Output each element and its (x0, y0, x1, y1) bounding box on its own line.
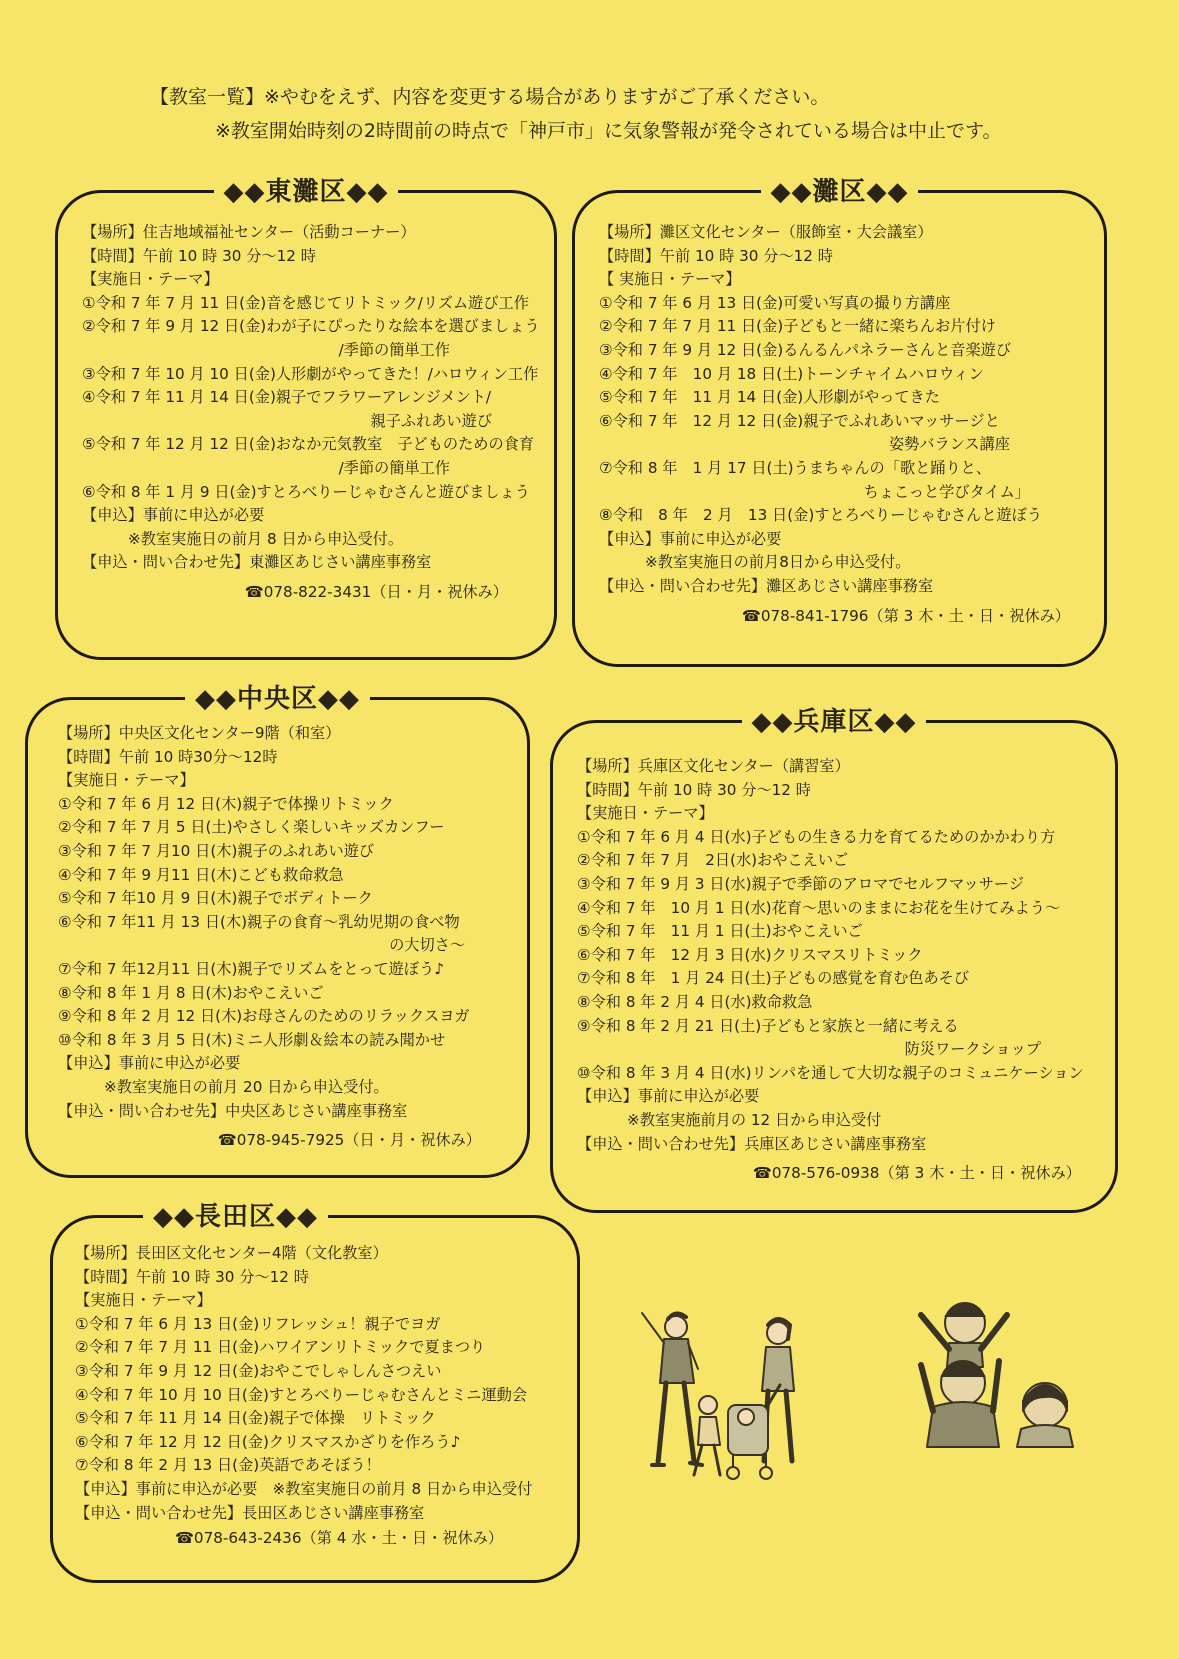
ward-theme-label: 【実施日・テーマ】 (75, 1291, 212, 1310)
session-item: ②令和 7 年 7 月 11 日(金)子どもと一緒に楽ちんお片付け (599, 317, 996, 336)
ward-theme-label: 【実施日・テーマ】 (58, 771, 195, 790)
session-item: ①令和 7 年 6 月 13 日(金)リフレッシュ！親子でヨガ (75, 1314, 441, 1333)
ward-title: ◆◆東灘区◆◆ (214, 177, 399, 207)
ward-panel-higashinada (55, 177, 557, 660)
session-item: ①令和 7 年 6 月 13 日(金)可愛い写真の撮り方講座 (599, 293, 951, 312)
session-item: ⑦令和 8 年 1 月 24 日(土)子どもの感覚を育む色あそび (577, 969, 970, 988)
ward-phone: ☎078-945-7925（日・月・祝休み） (217, 1131, 481, 1150)
session-item: ③令和 7 年 7 月10 日(木)親子のふれあい遊び (58, 841, 375, 860)
session-item: ④令和 7 年 9 月11 日(木)こども救命救急 (58, 865, 344, 884)
session-continuation: 親子ふれあい遊び (370, 411, 492, 430)
session-item: ⑥令和 7 年 12 月 12 日(金)親子でふれあいマッサージと (599, 411, 1000, 430)
session-item: ⑧令和 8 年 2 月 13 日(金)すとろべりーじゃむさんと遊ぼう (599, 506, 1043, 525)
ward-time: 【時間】午前 10 時 30 分～12 時 (82, 246, 316, 265)
ward-apply: 【申込】事前に申込が必要 (577, 1087, 760, 1106)
session-item: ⑧令和 8 年 1 月 8 日(木)おやこえいご (58, 983, 324, 1002)
ward-place: 【場所】兵庫区文化センター（講習室） (577, 757, 850, 775)
session-item: ④令和 7 年 10 月 18 日(土)トーンチャイムハロウィン (599, 364, 984, 383)
ward-place: 【場所】住吉地域福祉センター（活動コーナー） (82, 223, 416, 241)
ward-contact: 【申込・問い合わせ先】中央区あじさい講座事務室 (58, 1101, 408, 1120)
ward-theme-label: 【実施日・テーマ】 (577, 804, 714, 823)
session-item: ②令和 7 年 9 月 12 日(金)わが子にぴったりな絵本を選びましょう (82, 317, 540, 336)
ward-apply: 【申込】事前に申込が必要 (82, 506, 265, 525)
ward-contact: 【申込・問い合わせ先】灘区あじさい講座事務室 (599, 576, 934, 595)
ward-place: 【場所】中央区文化センター9階（和室） (58, 724, 341, 742)
ward-title: ◆◆灘区◆◆ (761, 177, 919, 207)
session-item: ④令和 7 年 10 月 1 日(水)花育～思いのままにお花を生けてみよう～ (577, 898, 1061, 917)
session-item: ⑤令和 7 年 11 月 1 日(土)おやこえいご (577, 922, 863, 941)
ward-phone: ☎078-576-0938（第 3 木・土・日・祝休み） (752, 1164, 1081, 1183)
ward-apply-note: ※教室実施日の前月 8 日から申込受付。 (128, 529, 404, 548)
session-item: ⑤令和 7 年 11 月 14 日(金)親子で体操 リトミック (75, 1409, 436, 1428)
ward-time: 【時間】午前 10 時 30 分～12 時 (599, 246, 833, 265)
session-continuation: の大切さ～ (389, 936, 465, 955)
ward-apply-note: ※教室実施日の前月 20 日から申込受付。 (104, 1077, 389, 1096)
session-item: ⑦令和 8 年 2 月 13 日(金)英語であそぼう！ (75, 1456, 381, 1475)
ward-apply-note: ※教室実施前月の 12 日から申込受付 (627, 1110, 882, 1129)
session-continuation: /季節の簡単工作 (338, 340, 450, 359)
ward-apply: 【申込】事前に申込が必要 (58, 1054, 241, 1073)
session-item: ③令和 7 年 9 月 12 日(金)るんるんパネラーさんと音楽遊び (599, 340, 1012, 359)
ward-phone: ☎078-841-1796（第 3 木・土・日・祝休み） (741, 606, 1070, 625)
session-item: ⑨令和 8 年 2 月 12 日(木)お母さんのためのリラックスヨガ (58, 1007, 470, 1026)
notice-line-1: 【教室一覧】※やむをえず、内容を変更する場合がありますがご了承ください。 (150, 86, 830, 108)
session-item: ⑥令和 7 年 12 月 12 日(金)クリスマスかざりを作ろう♪ (75, 1432, 461, 1451)
session-item: ③令和 7 年 10 月 10 日(金)人形劇がやってきた！/ハロウィン工作 (82, 364, 539, 383)
session-item: ①令和 7 年 7 月 11 日(金)音を感じてリトミック/リズム遊び工作 (82, 293, 529, 312)
ward-title: ◆◆中央区◆◆ (185, 684, 370, 714)
notice-line-2: ※教室開始時刻の2時間前の時点で「神戸市」に気象警報が発令されている場合は中止です。 (215, 120, 1002, 142)
session-item: ⑦令和 7 年12月11 日(木)親子でリズムをとって遊ぼう♪ (58, 959, 444, 978)
ward-apply-note: ※教室実施日の前月8日から申込受付。 (645, 553, 911, 572)
session-item: ③令和 7 年 9 月 12 日(金)おやこでしゃしんさつえい (75, 1361, 442, 1380)
ward-panel-hyogo (550, 707, 1118, 1213)
session-item: ⑥令和 7 年11 月 13 日(木)親子の食育～乳幼児期の食べ物 (58, 912, 460, 931)
family-walking-illustration (628, 1305, 828, 1495)
ward-time: 【時間】午前 10 時 30 分～12 時 (75, 1267, 309, 1286)
ward-contact: 【申込・問い合わせ先】兵庫区あじさい講座事務室 (577, 1134, 927, 1153)
ward-time: 【時間】午前 10 時30分～12時 (58, 747, 278, 766)
session-item: ①令和 7 年 6 月 12 日(木)親子で体操リトミック (58, 794, 394, 813)
session-item: ⑤令和 7 年 12 月 12 日(金)おなか元気教室 子どものための食育 (82, 435, 535, 454)
ward-contact: 【申込・問い合わせ先】長田区あじさい講座事務室 (75, 1503, 425, 1522)
children-group-illustration (905, 1295, 1085, 1450)
session-item: ②令和 7 年 7 月 5 日(土)やさしく楽しいキッズカンフー (58, 818, 445, 837)
session-item: ①令和 7 年 6 月 4 日(水)子どもの生きる力を育てるためのかかわり方 (577, 827, 1056, 846)
session-item: ②令和 7 年 7 月 11 日(金)ハワイアンリトミックで夏まつり (75, 1338, 486, 1357)
session-item: ⑤令和 7 年10 月 9 日(木)親子でボディトーク (58, 889, 373, 908)
session-item: ⑧令和 8 年 2 月 4 日(水)救命救急 (577, 992, 813, 1011)
ward-panel-nada (572, 177, 1107, 667)
ward-title: ◆◆長田区◆◆ (143, 1202, 328, 1232)
session-item: ⑩令和 8 年 3 月 4 日(水)リンパを通して大切な親子のコミュニケーション (577, 1063, 1084, 1082)
session-item: ⑥令和 7 年 12 月 3 日(水)クリスマスリトミック (577, 945, 923, 964)
session-item: ⑦令和 8 年 1 月 17 日(土)うまちゃんの「歌と踊りと、 (599, 458, 992, 477)
session-continuation: 姿勢バランス講座 (888, 435, 1010, 454)
ward-theme-label: 【 実施日・テーマ】 (599, 270, 741, 289)
ward-title: ◆◆兵庫区◆◆ (742, 707, 927, 737)
ward-place: 【場所】灘区文化センター（服飾室・大会議室） (599, 223, 933, 241)
ward-apply: 【申込】事前に申込が必要 (599, 529, 782, 548)
ward-panel-chuo (25, 684, 530, 1178)
session-item: ②令和 7 年 7 月 2日(水)おやこえいご (577, 851, 849, 870)
ward-phone: ☎078-643-2436（第 4 水・土・日・祝休み） (175, 1529, 504, 1548)
session-item: ⑥令和 8 年 1 月 9 日(金)すとろべりーじゃむさんと遊びましょう (82, 482, 530, 501)
session-item: ⑨令和 8 年 2 月 21 日(土)子どもと家族と一緒に考える (577, 1016, 959, 1035)
session-item: ③令和 7 年 9 月 3 日(水)親子で季節のアロマでセルフマッサージ (577, 874, 1025, 893)
session-item: ④令和 7 年 10 月 10 日(金)すとろべりーじゃむさんとミニ運動会 (75, 1385, 528, 1404)
session-item: ⑩令和 8 年 3 月 5 日(木)ミニ人形劇＆絵本の読み聞かせ (58, 1030, 446, 1049)
ward-panel-nagata (50, 1202, 580, 1583)
session-continuation: /季節の簡単工作 (338, 458, 450, 477)
session-continuation: 防災ワークショップ (904, 1040, 1041, 1059)
ward-apply: 【申込】事前に申込が必要 ※教室実施日の前月 8 日から申込受付 (75, 1479, 533, 1498)
session-item: ⑤令和 7 年 11 月 14 日(金)人形劇がやってきた (599, 388, 940, 407)
ward-phone: ☎078-822-3431（日・月・祝休み） (244, 582, 508, 601)
session-item: ④令和 7 年 11 月 14 日(金)親子でフラワーアレンジメント/ (82, 388, 492, 407)
session-continuation: ちょこっと学びタイム」 (863, 482, 1030, 501)
ward-contact: 【申込・問い合わせ先】東灘区あじさい講座事務室 (82, 553, 432, 572)
ward-time: 【時間】午前 10 時 30 分～12 時 (577, 780, 811, 799)
ward-place: 【場所】長田区文化センター4階（文化教室） (75, 1244, 388, 1262)
ward-theme-label: 【実施日・テーマ】 (82, 270, 219, 289)
